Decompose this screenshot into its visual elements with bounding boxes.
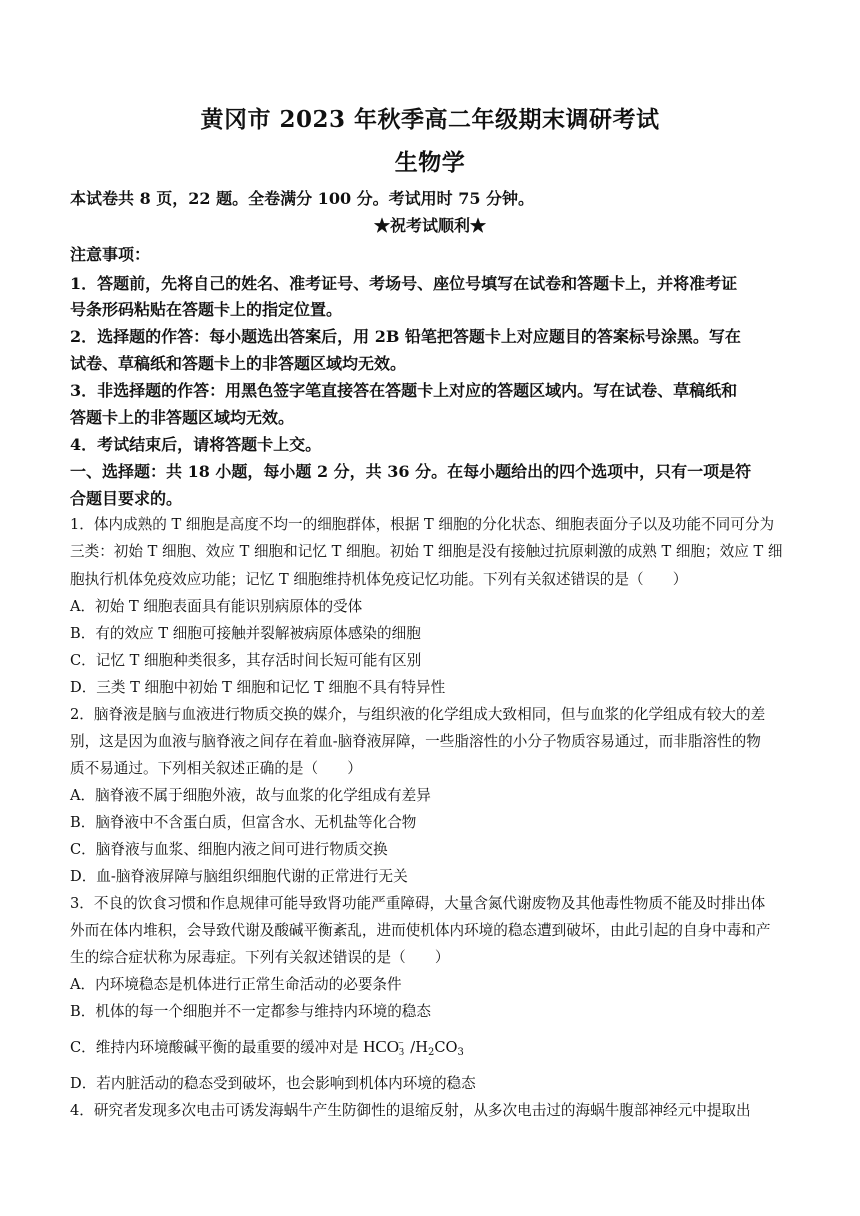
question-2-stem: 质不易通过。下列相关叙述正确的是（ ） — [70, 760, 362, 777]
section-heading: 一、选择题：共 18 小题，每小题 2 分，共 36 分。在每小题给出的四个选项中，只有一项是符 — [70, 462, 752, 481]
question-1-option-b: B．有的效应 T 细胞可接触并裂解被病原体感染的细胞 — [70, 625, 421, 642]
subject-title: 生物学 — [394, 149, 466, 176]
note-line: 3．非选择题的作答：用黑色签字笔直接答在答题卡上对应的答题区域内。写在试卷、草稿纸和 — [70, 381, 738, 400]
note-line: 号条形码粘贴在答题卡上的指定位置。 — [70, 300, 343, 319]
question-3-stem: 生的综合症状称为尿毒症。下列有关叙述错误的是（ ） — [70, 949, 450, 966]
question-4-stem: 4．研究者发现多次电击可诱发海蜗牛产生防御性的退缩反射，从多次电击过的海蜗牛腹部神经元中提取出 — [70, 1102, 751, 1119]
question-3-option-d: D．若内脏活动的稳态受到破坏，也会影响到机体内环境的稳态 — [70, 1075, 476, 1092]
question-3-stem: 3．不良的饮食习惯和作息规律可能导致肾功能严重障碍，大量含氮代谢废物及其他毒性物质不能及时排出体 — [70, 895, 766, 912]
question-2-option-a: A．脑脊液不属于细胞外液，故与血浆的化学组成有差异 — [70, 787, 431, 804]
note-line: 试卷、草稿纸和答题卡上的非答题区域均无效。 — [70, 354, 407, 373]
note-line: 2．选择题的作答：每小题选出答案后，用 2B 铅笔把答题卡上对应题目的答案标号涂黑。写在 — [70, 327, 741, 346]
good-luck-line: ★祝考试顺利★ — [373, 216, 486, 235]
question-1-option-d: D．三类 T 细胞中初始 T 细胞和记忆 T 细胞不具有特异性 — [70, 679, 446, 696]
question-1-stem: 胞执行机体免疫效应功能；记忆 T 细胞维持机体免疫记忆功能。下列有关叙述错误的是（ ） — [70, 571, 688, 588]
question-3-option-b: B．机体的每一个细胞并不一定都参与维持内环境的稳态 — [70, 1003, 431, 1020]
question-1-stem: 1．体内成熟的 T 细胞是高度不均一的细胞群体，根据 T 细胞的分化状态、细胞表面分子以及功能不同可分为 — [70, 516, 775, 533]
formula-subscript: 3 — [399, 1047, 404, 1058]
note-line: 答题卡上的非答题区域均无效。 — [70, 408, 295, 427]
option-c-text: C．维持内环境酸碱平衡的最重要的缓冲对是 — [70, 1039, 364, 1056]
bicarbonate-formula — [363, 1037, 406, 1056]
question-3-stem: 外而在体内堆积，会导致代谢及酸碱平衡紊乱，进而使机体内环境的稳态遭到破坏，由此引起的自身中毒和产 — [70, 922, 771, 939]
formula-part: /H — [405, 1039, 428, 1056]
question-2-stem: 别，这是因为血液与脑脊液之间存在着血-脑脊液屏障，一些脂溶性的小分子物质容易通过，而非脂溶性的物 — [70, 733, 761, 750]
question-2-option-d: D．血-脑脊液屏障与脑组织细胞代谢的正常进行无关 — [70, 868, 408, 885]
question-1-stem: 三类：初始 T 细胞、效应 T 细胞和记忆 T 细胞。初始 T 细胞是没有接触过抗原刺激的成熟 T 细胞；效应 T 细 — [70, 543, 783, 560]
exam-info: 本试卷共 8 页，22 题。全卷满分 100 分。考试用时 75 分钟。 — [70, 189, 535, 208]
notes-heading: 注意事项： — [70, 245, 151, 264]
note-line: 4．考试结束后，请将答题卡上交。 — [70, 435, 322, 454]
formula-part: HCO — [363, 1037, 399, 1056]
note-line: 1．答题前，先将自己的姓名、准考证号、考场号、座位号填写在试卷和答题卡上，并将准考证 — [70, 274, 738, 293]
formula-subscript: 2 — [427, 1047, 435, 1058]
question-2-option-c: C．脑脊液与血浆、细胞内液之间可进行物质交换 — [70, 841, 388, 858]
formula-subscript: 3 — [457, 1047, 464, 1058]
exam-title: 黄冈市 2023 年秋季高二年级期末调研考试 — [200, 106, 660, 133]
question-3-option-c — [70, 1036, 464, 1058]
section-heading: 合题目要求的。 — [70, 489, 183, 508]
question-1-option-a: A．初始 T 细胞表面具有能识别病原体的受体 — [70, 598, 363, 615]
formula-superscript: − — [398, 1038, 404, 1049]
question-2-option-b: B．脑脊液中不含蛋白质，但富含水、无机盐等化合物 — [70, 814, 417, 831]
question-2-stem: 2．脑脊液是脑与血液进行物质交换的媒介，与组织液的化学组成大致相同，但与血浆的化学组成有较大的差 — [70, 706, 766, 723]
formula-part: CO — [434, 1039, 458, 1056]
question-1-option-c: C．记忆 T 细胞种类很多，其存活时间长短可能有区别 — [70, 652, 422, 669]
question-3-option-a: A．内环境稳态是机体进行正常生命活动的必要条件 — [70, 976, 402, 993]
